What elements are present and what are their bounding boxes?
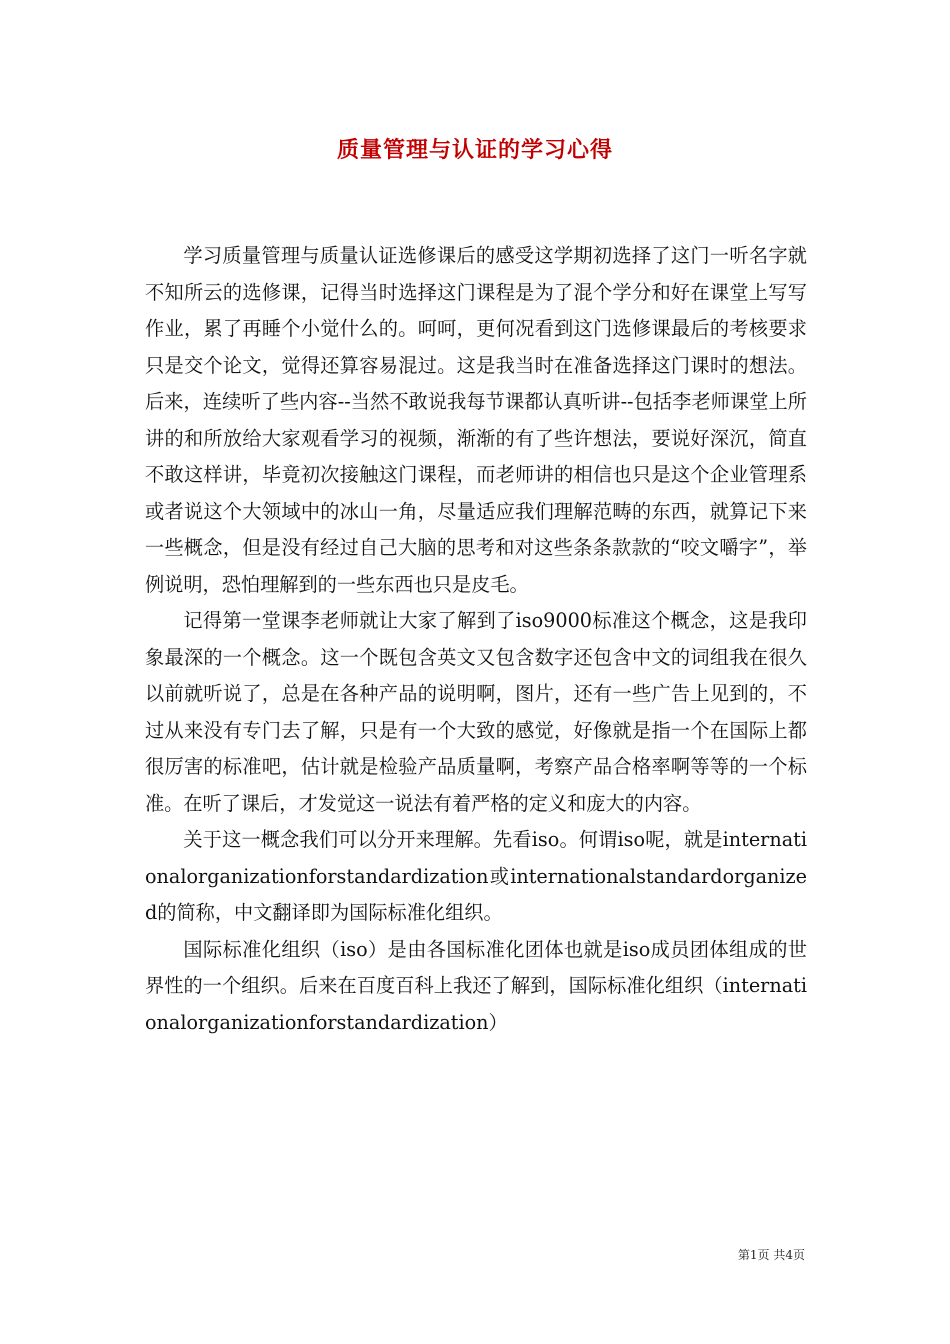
paragraph-4: 国际标准化组织（iso）是由各国标准化团体也就是iso成员团体组成的世界性的一个组织。后来在百度百科上我还了解到，国际标准化组织（internationalorganizationforstandardization） xyxy=(145,937,807,1034)
paragraph-1: 学习质量管理与质量认证选修课后的感受这学期初选择了这门一听名字就不知所云的选修课，记得当时选择这门课程是为了混个学分和好在课堂上写写作业，累了再睡个小觉什么的。呵呵，更何况看到这门选修课最后的考核要求只是交个论文，觉得还算容易混过。这是我当时在准备选择这门课时的想法。后来，连续听了些内容--当然不敢说我每节课都认真听讲--包括李老师课堂上所讲的和所放给大家观看学习的视频，渐渐的有了些许想法，要说好深沉，简直不敢这样讲，毕竟初次接触这门课程，而老师讲的相信也只是这个企业管理系或者说这个大领域中的冰山一角，尽量适应我们理解范畴的东西，就算记下来一些概念，但是没有经过自己大脑的思考和对这些条条款款的“咬文嚼字”，举例说明，恐怕理解到的一些东西也只是皮毛。 xyxy=(145,244,807,596)
page-number-footer: 第1页 共4页 xyxy=(737,1248,805,1262)
document-body xyxy=(145,238,807,1041)
document-title: 质量管理与认证的学习心得 xyxy=(336,137,613,163)
paragraph-3: 关于这一概念我们可以分开来理解。先看iso。何谓iso呢，就是internationalorganizationforstandardization或internationalstandardorganized的简称，中文翻译即为国际标准化组织。 xyxy=(145,828,807,924)
paragraph-2: 记得第一堂课李老师就让大家了解到了iso9000标准这个概念，这是我印象最深的一个概念。这一个既包含英文又包含数字还包含中文的词组我在很久以前就听说了，总是在各种产品的说明啊，图片，还有一些广告上见到的，不过从来没有专门去了解，只是有一个大致的感觉，好像就是指一个在国际上都很厉害的标准吧，估计就是检验产品质量啊，考察产品合格率啊等等的一个标准。在听了课后，才发觉这一说法有着严格的定义和庞大的内容。 xyxy=(145,609,807,815)
